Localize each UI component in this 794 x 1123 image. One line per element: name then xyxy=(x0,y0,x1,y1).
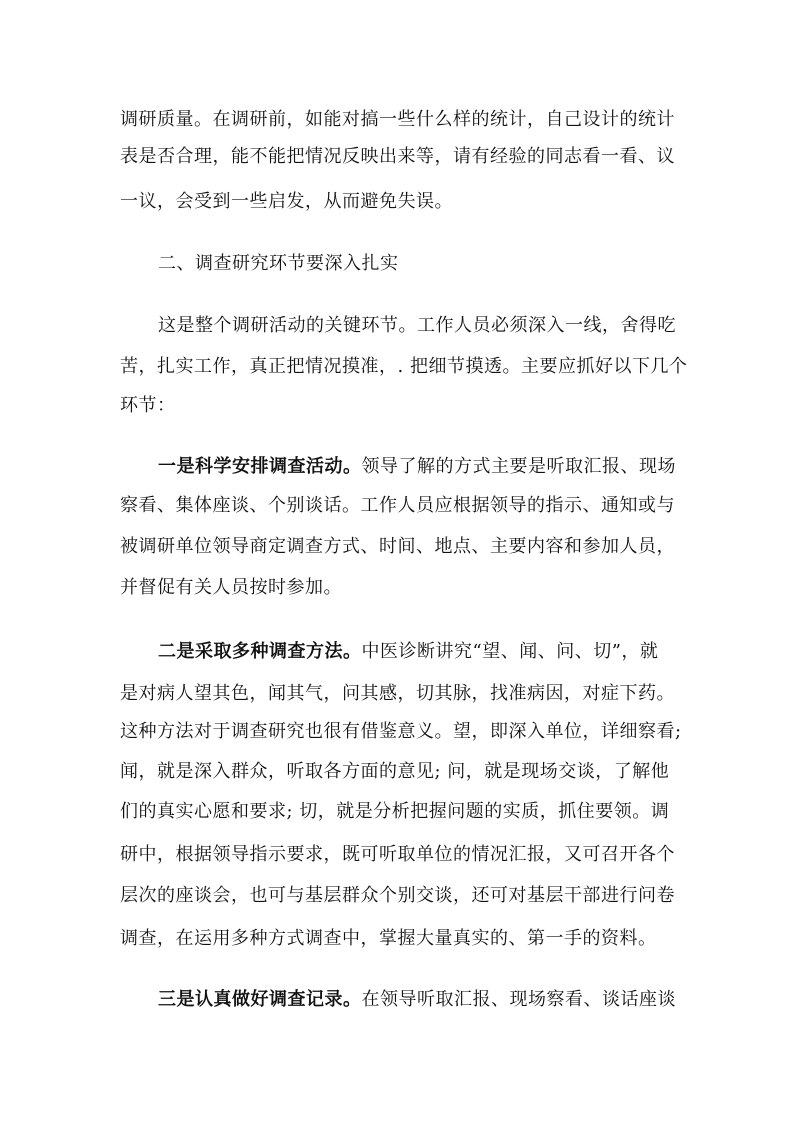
paragraph-line-17: 层次的座谈会，也可与基层群众个别交谈，还可对基层干部进行问卷 xyxy=(120,885,675,906)
point-three-heading: 三是认真做好调查记录。 xyxy=(158,989,362,1010)
paragraph-line-6: 环节： xyxy=(120,395,176,416)
paragraph-line-10: 并督促有关人员按时参加。 xyxy=(120,577,342,598)
paragraph-line-15: 们的真实心愿和要求; 切，就是分析把握问题的实质，抓住要领。调 xyxy=(120,801,670,822)
point-two-text: 中医诊断讲究“望、闻、问、切”，就 xyxy=(361,641,659,662)
paragraph-line-12: 是对病人望其色，闻其气，问其感，切其脉，找准病因，对症下药。 xyxy=(120,683,675,704)
paragraph-line-7 xyxy=(158,455,676,479)
paragraph-line-11 xyxy=(158,640,658,664)
paragraph-line-9: 被调研单位领导商定调查方式、时间、地点、主要内容和参加人员， xyxy=(120,536,675,557)
paragraph-line-14: 闻，就是深入群众，听取各方面的意见; 问，就是现场交谈，了解他 xyxy=(120,761,670,782)
paragraph-line-18: 调查，在运用多种方式调查中，掌握大量真实的、第一手的资料。 xyxy=(120,928,657,949)
paragraph-line-5: 苦，扎实工作，真正把情况摸准，. 把细节摸透。主要应抓好以下几个 xyxy=(120,356,688,377)
paragraph-line-3: 一议，会受到一些启发，从而避免失误。 xyxy=(120,191,453,212)
point-one-heading: 一是科学安排调查活动。 xyxy=(158,456,362,477)
point-three-text: 在领导听取汇报、现场察看、谈话座谈 xyxy=(361,989,676,1010)
paragraph-line-13: 这种方法对于调查研究也很有借鉴意义。望，即深入单位，详细察看; xyxy=(120,721,682,742)
paragraph-line-4: 这是整个调研活动的关键环节。工作人员必须深入一线，舍得吃 xyxy=(158,315,676,336)
point-one-text: 领导了解的方式主要是听取汇报、现场 xyxy=(361,456,676,477)
paragraph-line-8: 察看、集体座谈、个别谈话。工作人员应根据领导的指示、通知或与 xyxy=(120,495,675,516)
section-heading: 二、调查研究环节要深入扎实 xyxy=(158,253,399,274)
point-two-heading: 二是采取多种调查方法。 xyxy=(158,641,362,662)
paragraph-line-16: 研中，根据领导指示要求，既可听取单位的情况汇报，又可召开各个 xyxy=(120,844,675,865)
paragraph-line-2: 表是否合理，能不能把情况反映出来等，请有经验的同志看一看、议 xyxy=(120,146,675,167)
paragraph-line-19 xyxy=(158,988,676,1012)
paragraph-line-1: 调研质量。在调研前，如能对搞一些什么样的统计，自己设计的统计 xyxy=(120,109,675,130)
